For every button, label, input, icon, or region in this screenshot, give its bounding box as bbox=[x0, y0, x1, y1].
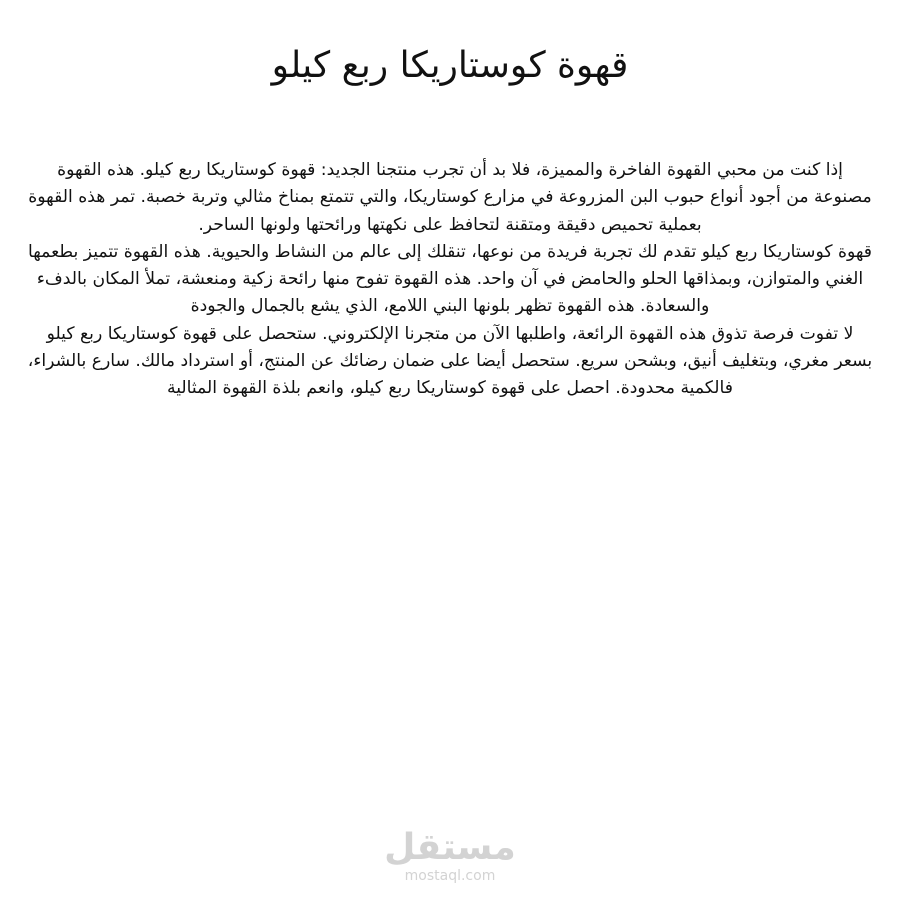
page-title: قهوة كوستاريكا ربع كيلو bbox=[271, 45, 629, 86]
paragraph-call-to-action: لا تفوت فرصة تذوق هذه القهوة الرائعة، واطلبها الآن من متجرنا الإلكتروني. ستحصل على قهوة كوستاريكا ربع كيلو بسعر مغري، وبتغليف أنيق، وبشحن سريع. ستحصل أيضا على ضمان رضائك عن المنتج، أو استرداد مالك. سارع بالشراء، فالكمية محدودة. احصل على قهوة كوستاريكا ربع كيلو، وانعم بلذة القهوة المثالية bbox=[27, 323, 873, 399]
mostaql-watermark bbox=[380, 826, 520, 884]
watermark-site: mostaql.com bbox=[404, 868, 496, 884]
paragraph-features: قهوة كوستاريكا ربع كيلو تقدم لك تجربة فريدة من نوعها، تنقلك إلى عالم من النشاط والحيوية. هذه القهوة تتميز بطعمها الغني والمتوازن، وبمذاقها الحلو والحامض في آن واحد. هذه القهوة تفوح منها رائحة زكية ومنعشة، تملأ المكان بالدفء والسعادة. هذه القهوة تظهر بلونها البني اللامع، الذي يشع بالجمال والجودة bbox=[27, 241, 873, 317]
product-description bbox=[26, 157, 874, 403]
watermark-logo: مستقل bbox=[384, 827, 516, 868]
paragraph-intro: إذا كنت من محبي القهوة الفاخرة والمميزة، فلا بد أن تجرب منتجنا الجديد: قهوة كوستاريكا ربع كيلو. هذه القهوة مصنوعة من أجود أنواع حبوب البن المزروعة في مزارع كوستاريكا، والتي تتمتع بمناخ مثالي وتربة خصبة. تمر هذه القهوة بعملية تحميص دقيقة ومتقنة لتحافظ على نكهتها ورائحتها ولونها الساحر. bbox=[28, 160, 872, 235]
